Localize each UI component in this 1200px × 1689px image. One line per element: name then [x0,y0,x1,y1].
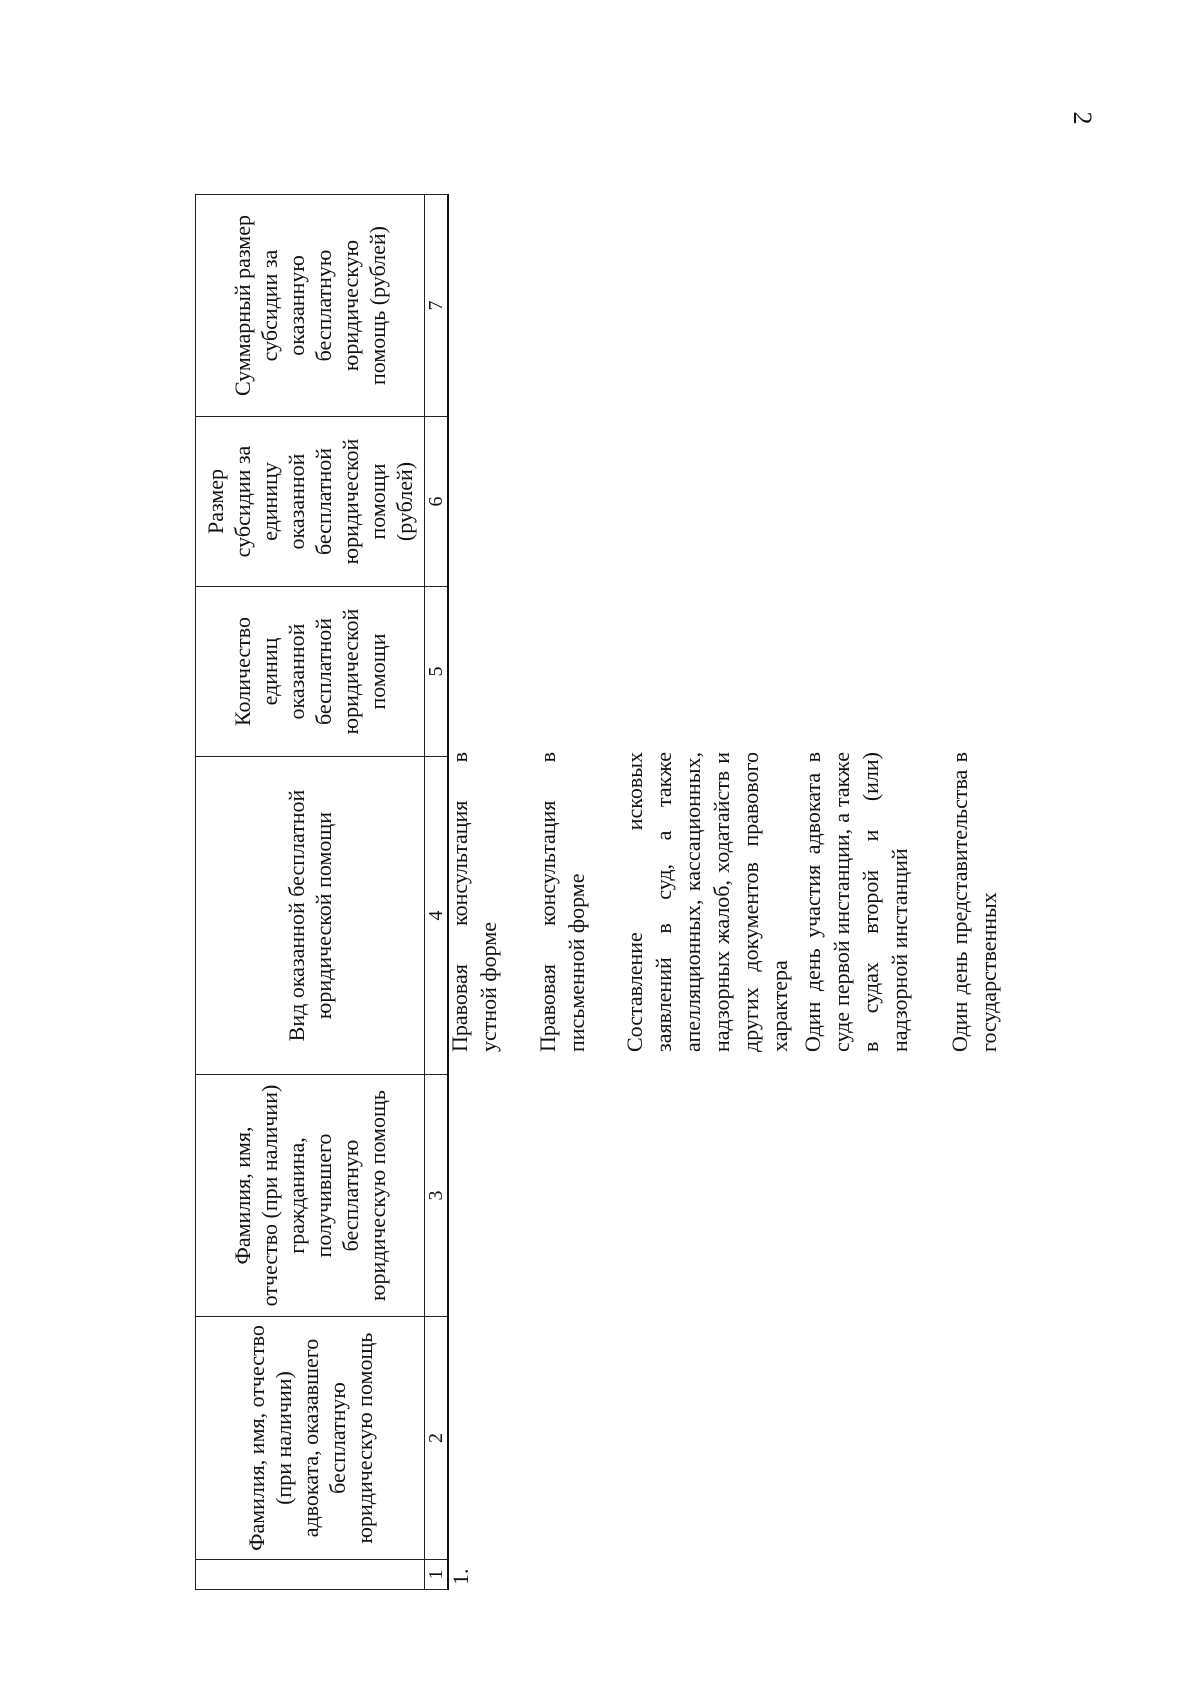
row-index: 1. [448,1568,473,1585]
column-number-4: 4 [425,757,449,1075]
column-number-1: 1 [425,1560,449,1590]
service-item: Один день участия адвоката в суде первой инстанции, а также в судах второй и (или) надзорной инстанций [800,752,912,1052]
service-item: Правовая консультация в устной форме [447,752,501,1052]
column-number-2: 2 [425,1317,449,1560]
column-number-7: 7 [425,195,449,417]
page-number: 2 [1068,111,1097,125]
column-number-5: 5 [425,587,449,757]
rotated-table-area [195,130,1045,1590]
subsidy-report-table [195,194,449,1590]
service-item: Правовая консультация в письменной форме [535,752,589,1052]
header-cell-2: Фамилия, имя, отчество (при наличии) адвоката, оказавшего бесплатную юридическую помощь [196,1317,425,1560]
service-item: Один день представительства в государственных [947,752,1001,1052]
header-cell-1 [196,1560,425,1590]
column-number-6: 6 [425,417,449,587]
header-cell-6: Размер субсидии за единицу оказанной бесплатной юридической помощи (рублей) [196,417,425,587]
header-cell-4: Вид оказанной бесплатной юридической помощи [196,757,425,1075]
header-cell-5: Количество единиц оказанной бесплатной юридической помощи [196,587,425,757]
header-cell-7: Суммарный размер субсидии за оказанную бесплатную юридическую помощь (рублей) [196,195,425,417]
header-cell-3: Фамилия, имя, отчество (при наличии) гражданина, получившего бесплатную юридическую помощь [196,1075,425,1317]
header-row [196,195,425,1590]
service-item: Составление исковых заявлений в суд, а также апелляционных, кассационных, надзорных жалоб, ходатайств и других документов правового характера [622,752,792,1052]
column-number-3: 3 [425,1075,449,1317]
